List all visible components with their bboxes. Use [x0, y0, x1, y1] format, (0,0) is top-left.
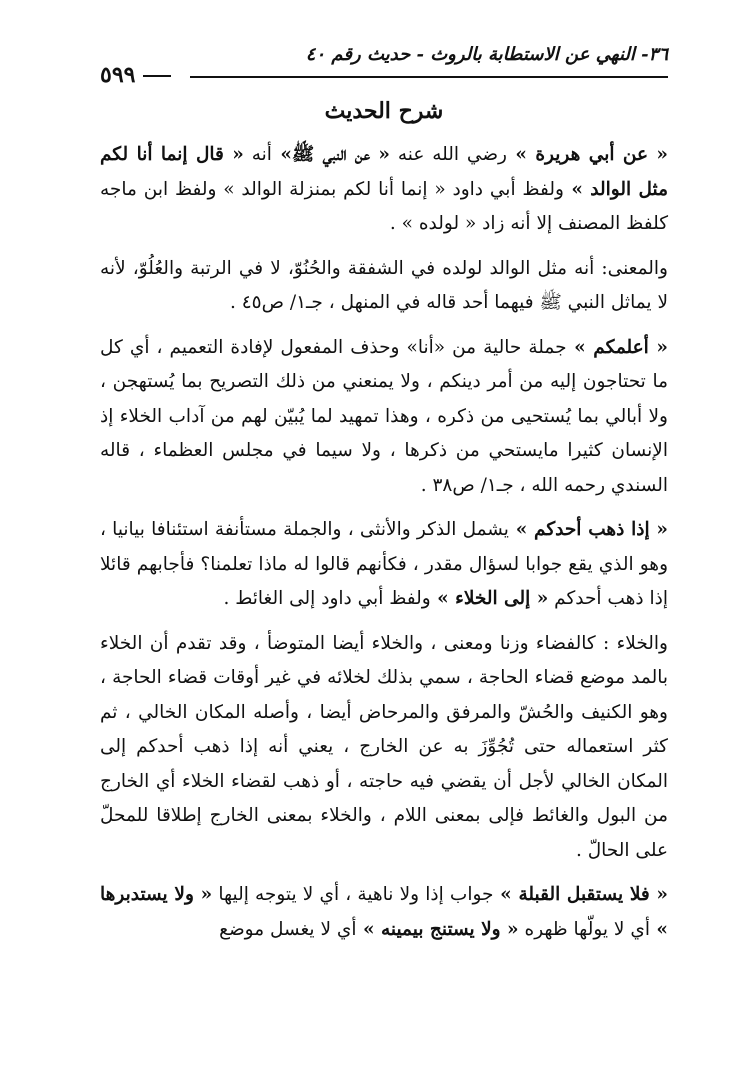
page-header — [100, 40, 668, 88]
quoted-term: « فلا يستقبل القبلة » — [493, 884, 668, 905]
quoted-term: « إلى الخلاء » — [430, 588, 549, 609]
body-text: أي لا يغسل موضع — [219, 918, 357, 940]
page-content — [100, 92, 668, 957]
quoted-term: « ولا يستنج بيمينه » — [356, 918, 519, 940]
paragraph-khala — [100, 627, 668, 869]
body-text: رضي الله عنه — [389, 144, 507, 165]
running-title: ٣٦- النهي عن الاستطابة بالروث - حديث رقم ٤٠ — [305, 44, 668, 65]
quoted-term: « عن أبي هريرة » — [506, 144, 668, 165]
quoted-term: « أعلمكم » — [566, 336, 668, 358]
paragraph-alimukum — [100, 331, 668, 504]
body-text: أنه — [243, 144, 272, 165]
paragraph-meaning — [100, 252, 668, 321]
quoted-term: « إذا ذهب أحدكم » — [508, 519, 668, 540]
body-text: جواب إذا ولا ناهية ، أي لا يتوجه إليها — [212, 884, 494, 905]
body-text: ولفظ أبي داود إلى الغائط . — [223, 588, 431, 609]
body-text: والمعنى: أنه مثل الوالد لولده في الشفقة والحُنُوّ، لا في الرتبة والعُلُوّ، لأنه لا يماثل النبي ﷺ فيهما أحد قاله في المنهل ، جـ١/ ص٤٥ . — [100, 257, 668, 313]
paragraph-idha-dhahaba — [100, 513, 668, 617]
body-text: جملة حالية من «أنا» وحذف المفعول لإفادة التعميم ، أي كل ما تحتاجون إليه من أمر دينكم ، ولا يمنعني من ذلك التصريح بما يُستهجن ، ولا أبالي بما يُستحيى من ذكره ، وهذا تمهيد لما يُبيّن لهم من آداب الخلاء إذ الإنسان كثيرا مايستحي من ذكرها ، ولا سيما في مجلس العظماء ، قاله السندي رحمه الله ، جـ١/ ص٣٨ . — [100, 336, 668, 496]
quoted-term: « قال إنما أنا لكم مثل الوالد » — [100, 144, 668, 200]
body-text: أي لا يولّها ظهره — [518, 918, 650, 940]
section-title: شرح الحديث — [324, 98, 444, 124]
page-number: ٥٩٩ — [100, 62, 171, 88]
paragraph-hadith-text — [100, 138, 668, 242]
body-text: والخلاء : كالفضاء وزنا ومعنى ، والخلاء أيضا المتوضأ ، وقد تقدم أن الخلاء بالمد موضع قضاء الحاجة ، سمي بذلك لخلائه في غير أوقات قضاء الحاجة ، وهو الكنيف والحُشّ والمرفق والمرحاض أيضا ، وأصله المكان الخالي ، ثم كثر استعماله حتى تُجُوِّزَ به عن الخارج ، يعني أنه إذا ذهب أحدكم إلى المكان الخالي لأجل أن يقضي فيه حاجته ، أو ذهب لقضاء الخلاء أي الخارج من البول والغائط فإلى بمعنى اللام ، والخلاء بمعنى الخارج إطلاقا للمحلّ على الحالّ . — [100, 632, 668, 861]
header-rule — [190, 76, 668, 78]
paragraph-qibla — [100, 878, 668, 947]
body-text: يشمل الذكر والأنثى ، والجملة مستأنفة استئنافا بيانيا ، وهو الذي يقع جوابا لسؤال مقدر ، فكأنهم قالوا له ماذا تعلمنا؟ فأجابهم قائلا إذا ذهب أحدكم — [100, 519, 668, 609]
quoted-term: « ولا يستدبرها » — [100, 884, 668, 940]
body-text: ولفظ أبي داود « إنما أنا لكم بمنزلة الوالد » ولفظ ابن ماجه كلفظ المصنف إلا أنه زاد « لولده » . — [100, 178, 668, 234]
quoted-term: « عن النبي ﷺ» — [271, 144, 390, 165]
